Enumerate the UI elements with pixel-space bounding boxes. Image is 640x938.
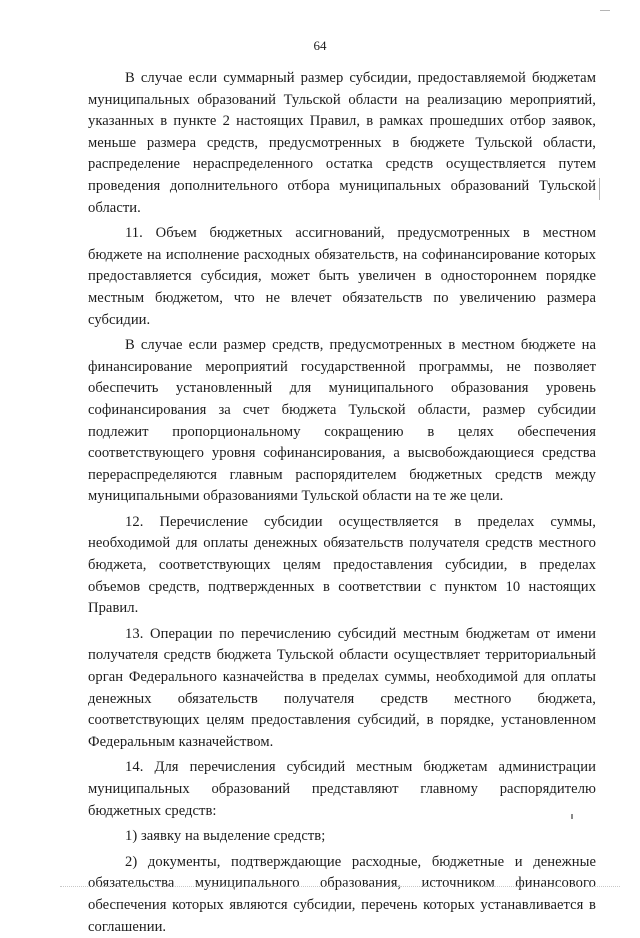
paragraph-item-13: 13. Операции по перечислению субсидий местным бюджетам от имени получателя средств бюджета Тульской области осуществляет территориальный орган Федерального казначейства в пределах суммы, необходимой для оплаты денежных обязательств получателя средств местного бюджета, соответствующих целям предоставления субсидий, в порядке, установленном Федеральным казначейством. [88, 625, 596, 750]
paragraph-item-14: 14. Для перечисления субсидий местным бюджетам администрации муниципальных образований представляют главному распорядителю бюджетных средств: [88, 759, 596, 819]
document-body [88, 68, 596, 938]
list-item-1: 1) заявку на выделение средств; [125, 828, 326, 845]
scan-artifact [600, 10, 610, 11]
scan-artifact [599, 178, 600, 200]
list-item-2: 2) документы, подтверждающие расходные, бюджетные и денежные обязательства муниципального образования, источником финансового обеспечения которых являются субсидии, перечень которых устанавливается в соглашении. [88, 853, 596, 935]
paragraph-item-11: 11. Объем бюджетных ассигнований, предусмотренных в местном бюджете на исполнение расходных обязательств, на софинансирование которых предоставляется субсидия, может быть увеличен в одностороннем порядке местным бюджетом, что не влечет обязательств по увеличению размера субсидии. [88, 225, 596, 328]
page-number: 64 [313, 38, 327, 53]
scan-artifact [60, 886, 620, 888]
paragraph-remaining-funds: В случае если суммарный размер субсидии, предоставляемой бюджетам муниципальных образований Тульской области на реализацию мероприятий, указанных в пункте 2 настоящих Правил, в рамках прошедших отбор заявок, меньше размера средств, предусмотренных в бюджете Тульской области, распределение нераспределенного остатка средств осуществляется путем проведения дополнительного отбора муниципальных образований Тульской области. [88, 70, 596, 216]
scan-artifact [571, 814, 573, 819]
paragraph-proportional-reduction: В случае если размер средств, предусмотренных в местном бюджете на финансирование мероприятий государственной программы, не позволяет обеспечить установленный для муниципального образования уровень софинансирования за счет бюджета Тульской области, размер субсидии подлежит пропорциональному сокращению в целях обеспечения соответствующего уровня софинансирования, а высвобождающиеся средства перераспределяются главным распорядителем бюджетных средств между муниципальными образованиями Тульской области на те же цели. [88, 337, 596, 505]
paragraph-item-12: 12. Перечисление субсидии осуществляется в пределах суммы, необходимой для оплаты денежных обязательств получателя средств местного бюджета, соответствующих целям предоставления субсидии, в пределах объемов средств, подтвержденных в соответствии с пунктом 10 настоящих Правил. [88, 513, 596, 617]
